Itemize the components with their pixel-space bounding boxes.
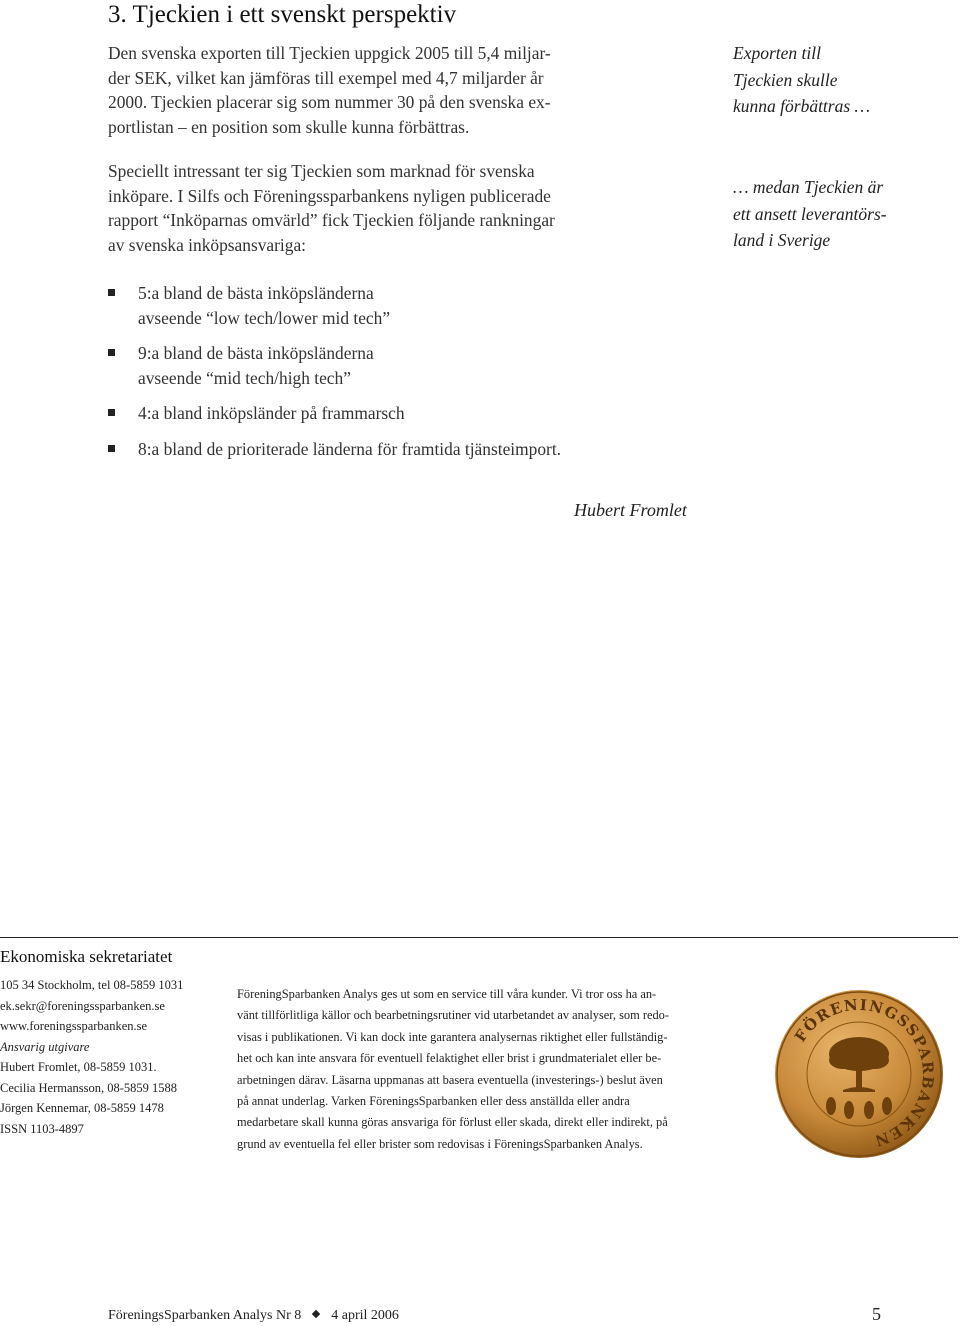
publication-name: FöreningsSparbanken Analys Nr 8 bbox=[108, 1308, 302, 1323]
paragraph-line: der SEK, vilket kan jämföras till exempel med 4,7 miljarder år bbox=[108, 67, 544, 88]
list-item-line: 9:a bland de bästa inköpsländerna bbox=[138, 343, 374, 363]
square-bullet-icon bbox=[108, 445, 115, 452]
disclaimer bbox=[237, 984, 757, 1155]
note-line: Tjeckien skulle bbox=[733, 69, 838, 90]
disclaimer-line: FöreningSparbanken Analys ges ut som en service till våra kunder. Vi tror oss ha an- bbox=[237, 987, 657, 1001]
issn: ISSN 1103-4897 bbox=[0, 1121, 84, 1136]
diamond-separator-icon bbox=[312, 1310, 320, 1318]
list-item bbox=[108, 437, 728, 462]
disclaimer-line: het och kan inte ansvara för eventuell felaktighet eller brist i grundmaterialet eller be- bbox=[237, 1051, 662, 1066]
disclaimer-line: på annat underlag. Varken FöreningsSparbanken eller dess anställda eller andra bbox=[237, 1094, 630, 1109]
contact-person: Cecilia Hermansson, 08-5859 1588 bbox=[0, 1080, 178, 1095]
list-item-line: 5:a bland de bästa inköpsländerna bbox=[138, 283, 374, 303]
page-footer bbox=[108, 1308, 399, 1324]
address: 105 34 Stockholm, tel 08-5859 1031 bbox=[0, 978, 184, 992]
paragraph-line: 2000. Tjeckien placerar sig som nummer 30 på den svenska ex- bbox=[108, 92, 551, 112]
list-item-line: 4:a bland inköpsländer på frammarsch bbox=[138, 403, 405, 423]
foreningssparbanken-coin-logo-icon bbox=[773, 988, 945, 1160]
margin-note-export bbox=[733, 40, 948, 120]
list-item-line: 8:a bland de prioriterade länderna för framtida tjänsteimport. bbox=[138, 438, 562, 459]
square-bullet-icon bbox=[108, 349, 115, 356]
publisher-role: Ansvarig utgivare bbox=[0, 1039, 90, 1054]
disclaimer-line: vänt tillförlitliga källor och bearbetningsrutiner vid utarbetandet av analyser, som redo- bbox=[237, 1008, 670, 1023]
footer-divider bbox=[0, 937, 958, 938]
square-bullet-icon bbox=[108, 409, 115, 416]
section-heading: 3. Tjeckien i ett svenskt perspektiv bbox=[108, 1, 457, 28]
author-signature: Hubert Fromlet bbox=[574, 500, 687, 520]
department-name: Ekonomiska sekretariatet bbox=[0, 947, 173, 966]
note-line: kunna förbättras … bbox=[733, 96, 871, 116]
disclaimer-line: grund av eventuella fel eller brister som redovisas i FöreningsSparbanken Analys. bbox=[237, 1136, 643, 1151]
list-item bbox=[108, 281, 728, 330]
page-number: 5 bbox=[872, 1304, 881, 1324]
margin-note-supplier bbox=[733, 174, 948, 254]
note-line: Exporten till bbox=[733, 43, 821, 63]
paragraph-line: av svenska inköpsansvariga: bbox=[108, 234, 307, 255]
email-link[interactable]: ek.sekr@foreningssparbanken.se bbox=[0, 998, 165, 1013]
paragraph-line: rapport “Inköparnas omvärld” fick Tjeckien följande rankningar bbox=[108, 210, 555, 230]
list-item bbox=[108, 401, 728, 426]
contact-person: Jörgen Kennemar, 08-5859 1478 bbox=[0, 1101, 164, 1115]
note-line: land i Sverige bbox=[733, 230, 831, 250]
contact-person: Hubert Fromlet, 08-5859 1031. bbox=[0, 1060, 157, 1074]
paragraph-line: Den svenska exporten till Tjeckien uppgick 2005 till 5,4 miljar- bbox=[108, 43, 551, 63]
paragraph-line: inköpare. I Silfs och Föreningssparbankens nyligen publicerade bbox=[108, 185, 551, 206]
website-link[interactable]: www.foreningssparbanken.se bbox=[0, 1019, 148, 1033]
publication-date: 4 april 2006 bbox=[331, 1308, 399, 1323]
list-item bbox=[108, 341, 728, 390]
coin-ring-text: FÖRENINGSSPARBANKEN bbox=[791, 995, 938, 1151]
square-bullet-icon bbox=[108, 289, 115, 296]
list-item-line: avseende “low tech/lower mid tech” bbox=[138, 307, 391, 328]
paragraph-line: Speciellt intressant ter sig Tjeckien som marknad för svenska bbox=[108, 161, 535, 181]
ranking-paragraph bbox=[108, 159, 708, 257]
disclaimer-line: visas i publikationen. Vi kan dock inte garantera analysernas riktighet eller fullständig- bbox=[237, 1029, 668, 1044]
disclaimer-line: arbetningen därav. Läsarna uppmanas att basera eventuella (investerings-) beslut även bbox=[237, 1072, 663, 1087]
note-line: … medan Tjeckien är bbox=[733, 177, 884, 197]
paragraph-line: portlistan – en position som skulle kunna förbättras. bbox=[108, 116, 470, 137]
note-line: ett ansett leverantörs- bbox=[733, 203, 887, 224]
intro-paragraph bbox=[108, 41, 708, 139]
list-item-line: avseende “mid tech/high tech” bbox=[138, 367, 351, 388]
disclaimer-line: medarbetare skall kunna göras ansvariga för förlust eller skada, direkt eller indirekt, på bbox=[237, 1115, 668, 1130]
contact-block bbox=[0, 946, 230, 1139]
ranking-list bbox=[108, 281, 728, 472]
